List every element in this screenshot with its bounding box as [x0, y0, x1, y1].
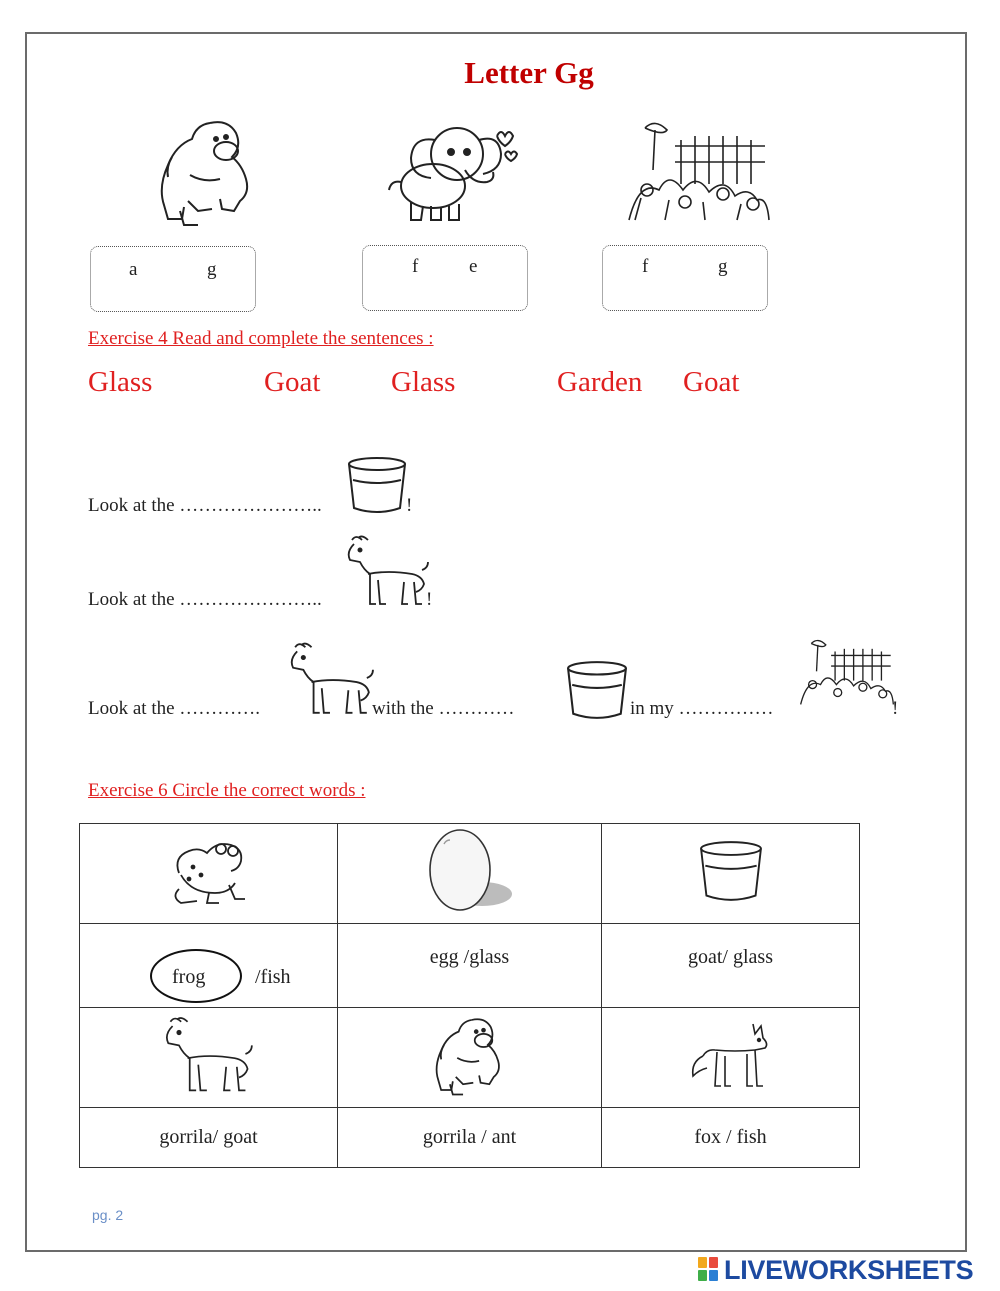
goat-picture	[164, 1015, 254, 1095]
word-options[interactable]: gorrila/ goat	[159, 1126, 258, 1148]
letter-box-elephant[interactable]	[362, 245, 528, 311]
letter-box-garden[interactable]	[602, 245, 768, 311]
gorilla-picture	[428, 1012, 512, 1098]
letter-option[interactable]: g	[718, 256, 728, 277]
sentence-1-end: !	[406, 495, 413, 516]
sentence-3-part2[interactable]: with the …………	[372, 698, 515, 719]
sentence-3-part1[interactable]: Look at the ………….	[88, 698, 261, 719]
cell-goat-picture	[80, 1008, 338, 1108]
circle-words-table	[79, 823, 860, 1168]
exercise4-heading: Exercise 4 Read and complete the sentences :	[88, 328, 434, 349]
exercise6-heading: Exercise 6 Circle the correct words :	[88, 780, 366, 801]
word-options[interactable]: egg /glass	[429, 946, 510, 968]
cell-goat-glass[interactable]	[602, 924, 860, 1008]
cell-gorilla-picture	[338, 1008, 602, 1108]
word-options[interactable]: goat/ glass	[688, 946, 773, 968]
sentence-3-part3[interactable]: in my ……………	[630, 698, 774, 719]
fox-picture	[689, 1020, 773, 1090]
word-options[interactable]: gorrila / ant	[422, 1126, 517, 1148]
elephant-picture	[385, 118, 525, 224]
glass-picture	[347, 456, 407, 514]
cell-frog-fish[interactable]	[80, 924, 338, 1008]
word-bank-item: Goat	[264, 366, 321, 398]
letter-option[interactable]: f	[642, 256, 649, 277]
letter-option[interactable]: e	[469, 256, 478, 277]
garden-picture	[625, 118, 773, 224]
glass-picture	[698, 840, 764, 902]
letter-option[interactable]: f	[412, 256, 419, 277]
letter-option[interactable]: g	[207, 259, 217, 280]
goat-picture	[346, 534, 430, 608]
letter-box-gorilla[interactable]	[90, 246, 256, 312]
cell-gorrila-ant[interactable]	[338, 1108, 602, 1168]
letter-option[interactable]: a	[129, 259, 138, 280]
cell-fox-picture	[602, 1008, 860, 1108]
word-bank-item: Goat	[683, 366, 740, 398]
cell-egg-glass[interactable]	[338, 924, 602, 1008]
egg-picture	[420, 826, 520, 916]
goat-picture	[289, 640, 375, 718]
sentence-2[interactable]: Look at the …………………..	[88, 589, 322, 610]
word-bank-item: Glass	[88, 366, 153, 398]
word-options[interactable]: fox / fish	[694, 1126, 767, 1148]
word-bank-item: Garden	[557, 366, 643, 398]
sentence-1[interactable]: Look at the …………………..	[88, 495, 322, 516]
glass-picture	[566, 660, 628, 720]
frog-picture	[169, 833, 249, 909]
liveworksheets-icon	[698, 1257, 720, 1283]
cell-egg-picture	[338, 824, 602, 924]
cell-frog-picture	[80, 824, 338, 924]
cell-fox-fish[interactable]	[602, 1108, 860, 1168]
gorilla-picture	[150, 115, 265, 227]
cell-gorrila-goat[interactable]	[80, 1108, 338, 1168]
cell-glass-picture	[602, 824, 860, 924]
word-option-frog[interactable]: frog	[172, 966, 206, 988]
page-title: Letter Gg	[464, 55, 594, 90]
page-number: pg. 2	[92, 1207, 124, 1223]
sentence-2-end: !	[426, 589, 433, 610]
sentence-3-end: !	[892, 698, 899, 719]
logo-text: LIVEWORKSHEETS	[724, 1254, 974, 1285]
garden-picture	[798, 626, 899, 719]
word-bank-item: Glass	[391, 366, 456, 398]
liveworksheets-logo[interactable]	[698, 1255, 973, 1285]
word-option-fish[interactable]: /fish	[255, 966, 291, 988]
